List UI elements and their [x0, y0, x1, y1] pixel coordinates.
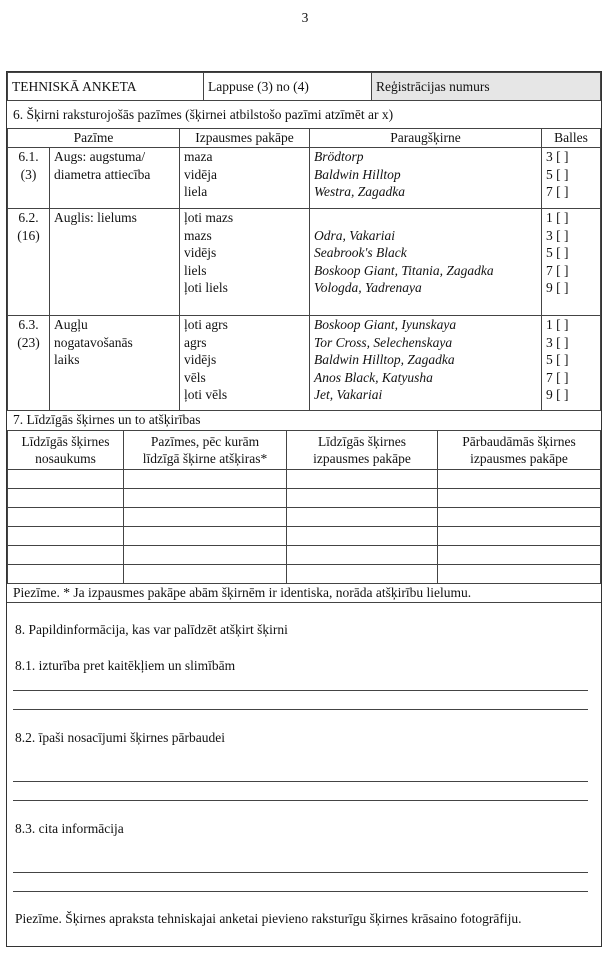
input-cell[interactable] — [124, 565, 287, 584]
char-name: Augļu nogatavošanās laiks — [50, 316, 180, 411]
table-row — [8, 489, 601, 508]
score-checkboxes[interactable]: 1 [ ] 3 [ ] 5 [ ] 7 [ ] 9 [ ] — [542, 209, 601, 316]
col-header-expression: Izpausmes pakāpe — [180, 129, 310, 148]
input-line[interactable] — [13, 709, 588, 710]
section-8-1-label: 8.1. izturība pret kaitēkļiem un slimībām — [15, 658, 236, 673]
page-number: 3 — [301, 10, 309, 25]
input-cell[interactable] — [124, 470, 287, 489]
table-row — [8, 546, 601, 565]
input-line[interactable] — [13, 891, 588, 892]
input-cell[interactable] — [438, 546, 601, 565]
char-examples: Odra, Vakariai Seabrook's Black Boskoop Giant, Titania, Zagadka Vologda, Yadrenaya — [310, 209, 542, 316]
col-header-differing-traits: Pazīmes, pēc kurām līdzīgā šķirne atšķiras* — [124, 431, 287, 470]
table-row — [8, 527, 601, 546]
col-header-similar-name: Līdzīgās šķirnes nosaukums — [8, 431, 124, 470]
characteristics-table — [7, 128, 601, 411]
char-name: Augs: augstuma/ diametra attiecība — [50, 148, 180, 209]
section-8-3-label: 8.3. cita informācija — [15, 821, 124, 836]
page-indicator: Lappuse (3) no (4) — [204, 73, 372, 101]
table-row — [8, 565, 601, 584]
score-checkboxes[interactable]: 3 [ ] 5 [ ] 7 [ ] — [542, 148, 601, 209]
section-8-title: 8. Papildinformācija, kas var palīdzēt atšķirt šķirni — [15, 622, 288, 637]
col-header-score: Balles — [542, 129, 601, 148]
section-6-title: 6. Šķirni raksturojošās pazīmes (šķirnei atbilstošo pazīmi atzīmēt ar x) — [7, 101, 601, 129]
table-row — [8, 470, 601, 489]
col-header-example: Paraugšķirne — [310, 129, 542, 148]
char-examples: Brödtorp Baldwin Hilltop Westra, Zagadka — [310, 148, 542, 209]
table-row — [8, 508, 601, 527]
form-title: TEHNISKĀ ANKETA — [8, 73, 204, 101]
input-cell[interactable] — [8, 527, 124, 546]
characteristic-row-6-3 — [8, 316, 601, 411]
input-cell[interactable] — [124, 546, 287, 565]
input-cell[interactable] — [124, 527, 287, 546]
section-8-note: Piezīme. Šķirnes apraksta tehniskajai anketai pievieno raksturīgu šķirnes krāsaino fotogrāfiju. — [15, 911, 522, 926]
form-header — [7, 72, 601, 101]
section-8 — [7, 603, 601, 953]
char-levels: maza vidēja liela — [180, 148, 310, 209]
char-number: 6.3. (23) — [8, 316, 50, 411]
characteristic-row-6-2 — [8, 209, 601, 316]
input-cell[interactable] — [287, 527, 438, 546]
char-levels: ļoti agrs agrs vidējs vēls ļoti vēls — [180, 316, 310, 411]
section-7-title: 7. Līdzīgās šķirnes un to atšķirības — [7, 411, 601, 431]
score-checkboxes[interactable]: 1 [ ] 3 [ ] 5 [ ] 7 [ ] 9 [ ] — [542, 316, 601, 411]
col-header-characteristic: Pazīme — [8, 129, 180, 148]
input-cell[interactable] — [8, 489, 124, 508]
char-levels: ļoti mazs mazs vidējs liels ļoti liels — [180, 209, 310, 316]
input-cell[interactable] — [438, 565, 601, 584]
char-number: 6.1. (3) — [8, 148, 50, 209]
input-line[interactable] — [13, 872, 588, 873]
char-number: 6.2. (16) — [8, 209, 50, 316]
registration-number-field[interactable]: Reģistrācijas numurs — [372, 73, 601, 101]
input-cell[interactable] — [287, 489, 438, 508]
input-cell[interactable] — [8, 565, 124, 584]
characteristic-row-6-1 — [8, 148, 601, 209]
input-cell[interactable] — [124, 489, 287, 508]
input-cell[interactable] — [8, 470, 124, 489]
input-cell[interactable] — [438, 489, 601, 508]
col-header-similar-expression: Līdzīgās šķirnes izpausmes pakāpe — [287, 431, 438, 470]
section-7-note: Piezīme. * Ja izpausmes pakāpe abām šķirnēm ir identiska, norāda atšķirību lielumu. — [7, 584, 601, 603]
char-examples: Boskoop Giant, Iyunskaya Tor Cross, Selechenskaya Baldwin Hilltop, Zagadka Anos Black, Katyusha Jet, Vakariai — [310, 316, 542, 411]
input-cell[interactable] — [287, 470, 438, 489]
similar-varieties-table — [7, 430, 601, 584]
input-cell[interactable] — [438, 508, 601, 527]
char-name: Auglis: lielums — [50, 209, 180, 316]
input-cell[interactable] — [8, 508, 124, 527]
input-cell[interactable] — [438, 470, 601, 489]
input-cell[interactable] — [287, 565, 438, 584]
input-cell[interactable] — [287, 546, 438, 565]
input-cell[interactable] — [438, 527, 601, 546]
section-8-2-label: 8.2. īpaši nosacījumi šķirnes pārbaudei — [15, 730, 225, 745]
input-cell[interactable] — [287, 508, 438, 527]
input-cell[interactable] — [8, 546, 124, 565]
input-line[interactable] — [13, 781, 588, 782]
input-cell[interactable] — [124, 508, 287, 527]
input-line[interactable] — [13, 800, 588, 801]
col-header-tested-expression: Pārbaudāmās šķirnes izpausmes pakāpe — [438, 431, 601, 470]
technical-form — [6, 71, 602, 947]
input-line[interactable] — [13, 690, 588, 691]
